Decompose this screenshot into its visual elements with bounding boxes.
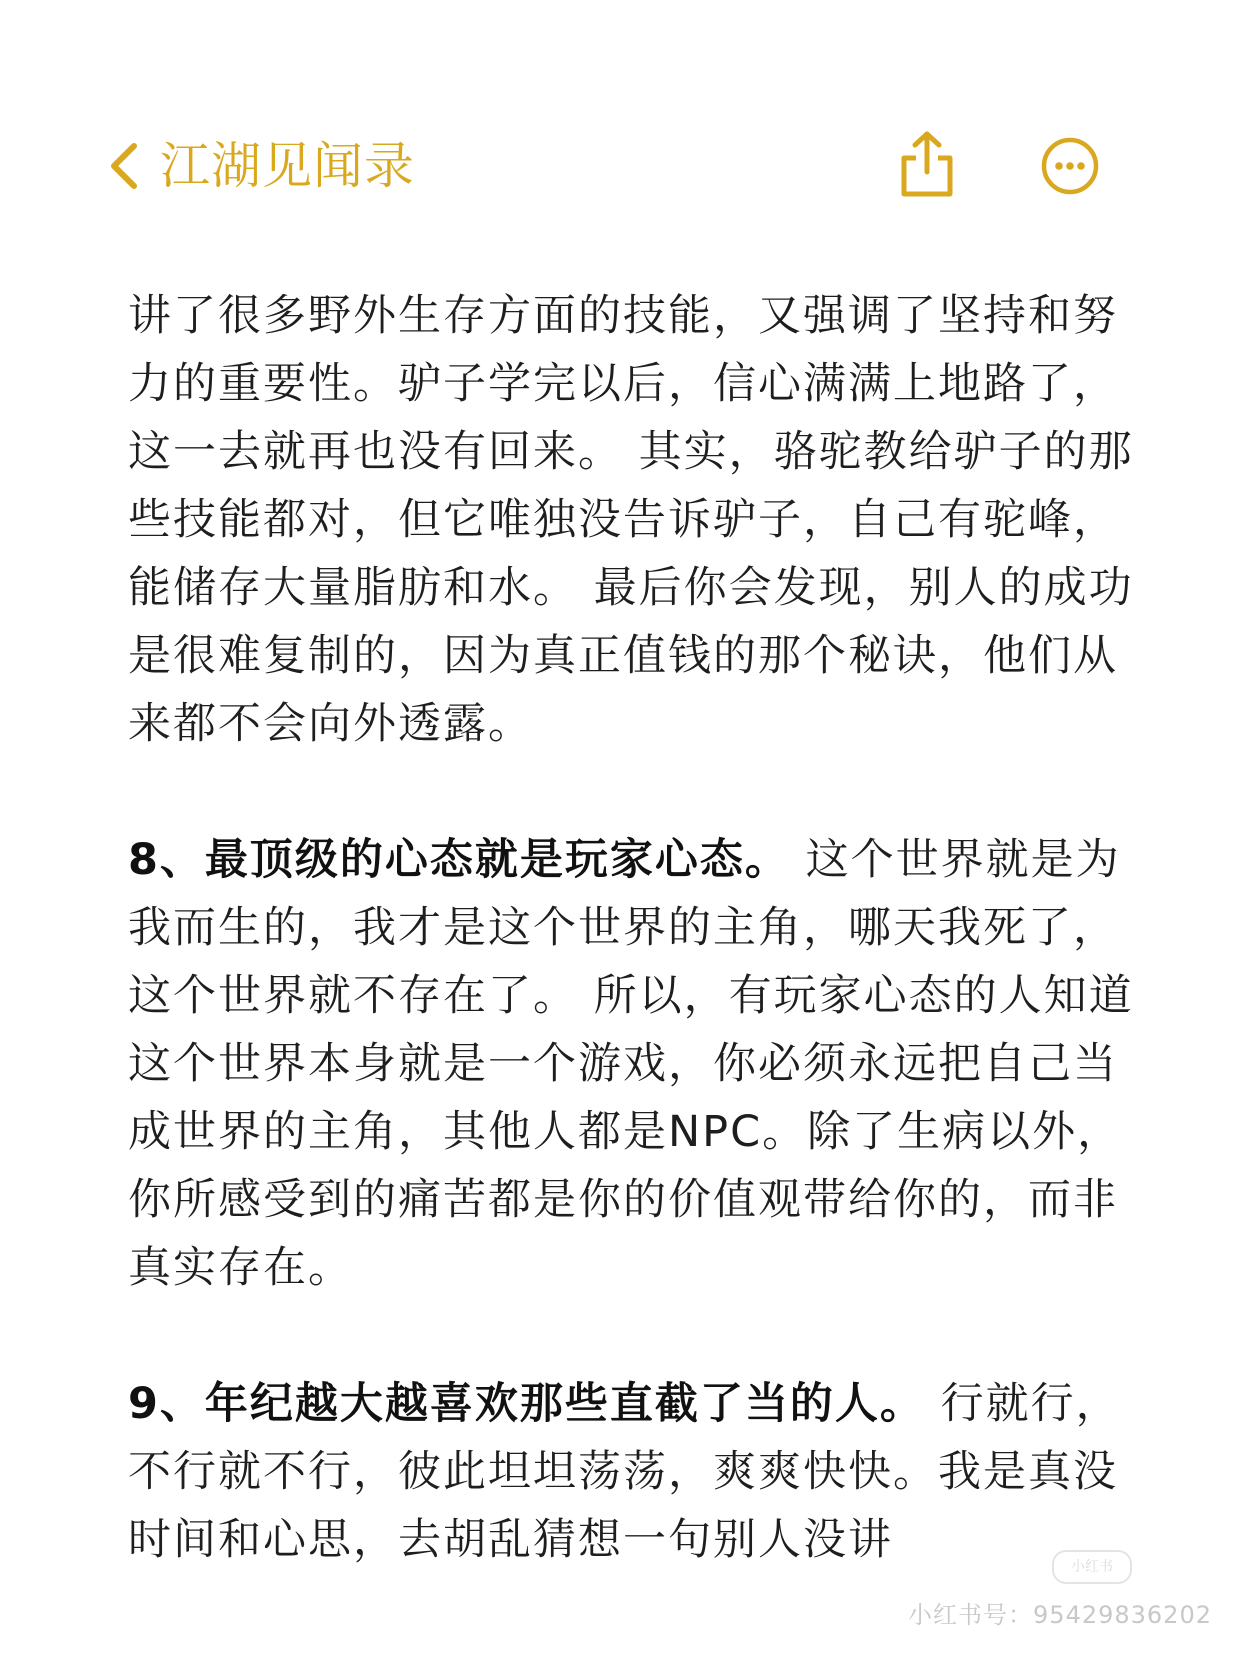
- chevron-left-icon: [108, 142, 138, 190]
- point-8-text: 这个世界就是为我而生的，我才是这个世界的主角，哪天我死了，这个世界就不存在了。 所以，有玩家心态的人知道这个世界本身就是一个游戏，你必须永远把自己当成世界的主角，其他人都是NPC。除了生病以外，你所感受到的痛苦都是你的价值观带给你的，而非真实存在。: [128, 835, 1134, 1293]
- watermark-text: 小红书号：95429836202: [908, 1601, 1212, 1629]
- more-button[interactable]: [1040, 136, 1100, 196]
- back-button[interactable]: [108, 126, 415, 206]
- paragraph-point-8: [128, 826, 1138, 1302]
- watermark-logo: 小红书: [1052, 1550, 1132, 1584]
- point-9-text: 行就行，不行就不行，彼此坦坦荡荡，爽爽快快。我是真没时间和心思，去胡乱猜想一句别人没讲: [128, 1379, 1121, 1565]
- back-title: 江湖见闻录: [160, 137, 415, 195]
- paragraph-intro-text: 讲了很多野外生存方面的技能，又强调了坚持和努力的重要性。驴子学完以后，信心满满上地路了，这一去就再也没有回来。 其实，骆驼教给驴子的那些技能都对，但它唯独没告诉驴子，自己有驼峰，能储存大量脂肪和水。 最后你会发现，别人的成功是很难复制的，因为真正值钱的那个秘诀，他们从来都不会向外透露。: [128, 291, 1134, 749]
- paragraph-intro: [128, 282, 1138, 758]
- share-icon: [896, 130, 958, 200]
- nav-bar: [0, 0, 1242, 220]
- more-icon: [1040, 136, 1100, 196]
- point-9-heading: 9、年纪越大越喜欢那些直截了当的人。: [128, 1379, 925, 1429]
- share-button[interactable]: [896, 130, 958, 200]
- point-8-heading: 8、最顶级的心态就是玩家心态。: [128, 835, 790, 885]
- note-content: [128, 282, 1138, 1574]
- paragraph-point-9: [128, 1370, 1138, 1574]
